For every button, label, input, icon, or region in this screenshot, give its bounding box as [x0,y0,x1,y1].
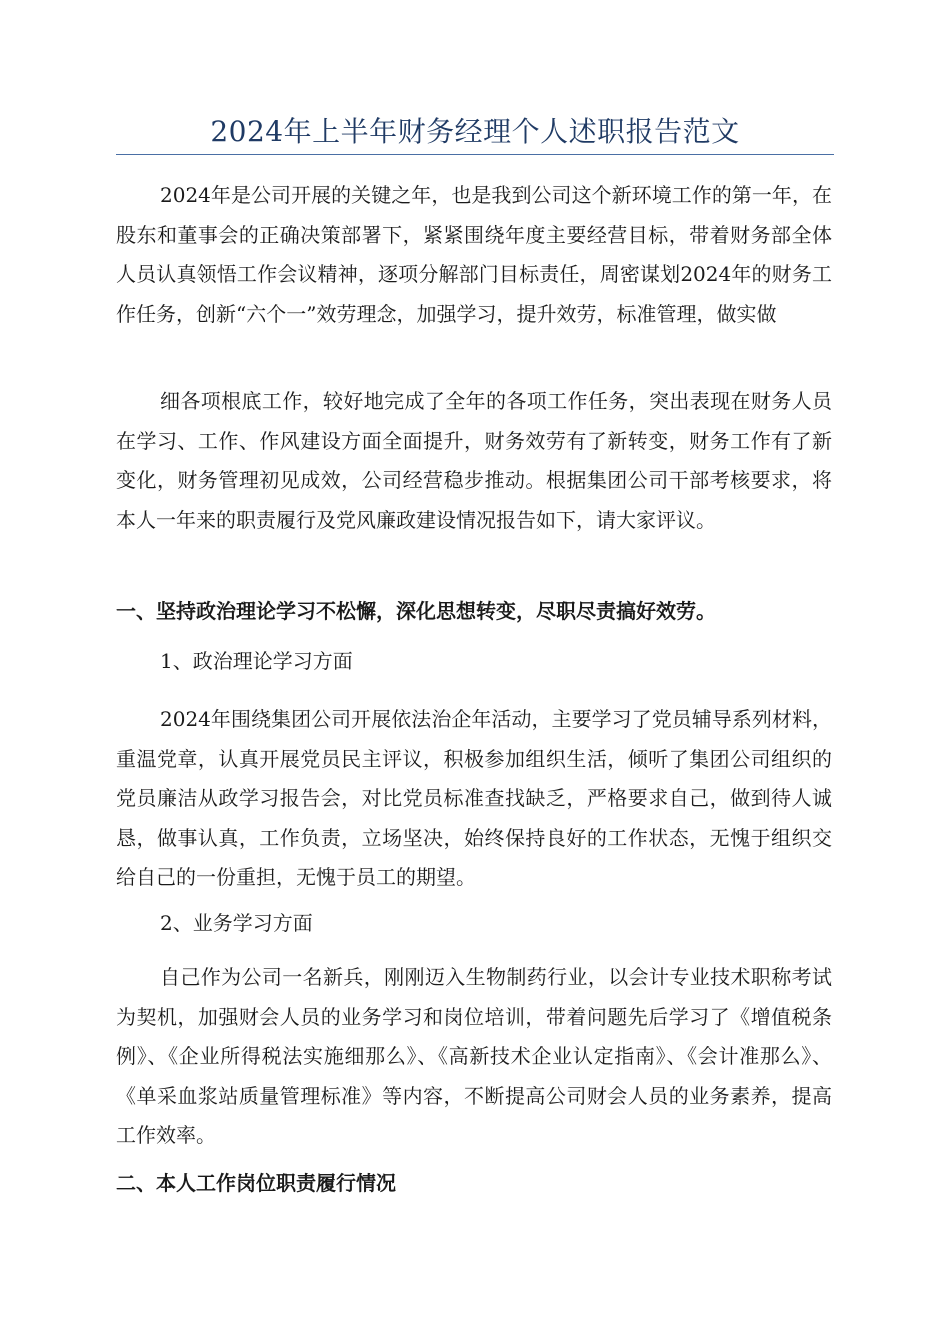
subheading-1: 1、政治理论学习方面 [160,649,353,673]
paragraph-political-study: 2024年围绕集团公司开展依法治企年活动，主要学习了党员辅导系列材料，重温党章，认真开展党员民主评议，积极参加组织生活，倾听了集团公司组织的党员廉洁从政学习报告会，对比党员标准查找缺乏，严格要求自己，做到待人诚恳，做事认真，工作负责，立场坚决，始终保持良好的工作状态，无愧于组织交给自己的一份重担，无愧于员工的期望。 [116,707,832,889]
document-title: 2024年上半年财务经理个人述职报告范文 [210,115,740,148]
paragraph-summary: 细各项根底工作，较好地完成了全年的各项工作任务，突出表现在财务人员在学习、工作、作风建设方面全面提升，财务效劳有了新转变，财务工作有了新变化，财务管理初见成效，公司经营稳步推动。根据集团公司干部考核要求，将本人一年来的职责履行及党风廉政建设情况报告如下，请大家评议。 [116,389,832,532]
paragraph-business-study: 自己作为公司一名新兵，刚刚迈入生物制药行业，以会计专业技术职称考试为契机，加强财会人员的业务学习和岗位培训，带着问题先后学习了《增值税条例》、《企业所得税法实施细那么》、《高新技术企业认定指南》、《会计准那么》、《单采血浆站质量管理标准》等内容，不断提高公司财会人员的业务素养，提高工作效率。 [116,965,832,1147]
title-underline [116,154,834,155]
subheading-2: 2、业务学习方面 [160,911,313,935]
section-heading-1: 一、坚持政治理论学习不松懈，深化思想转变，尽职尽责搞好效劳。 [116,599,716,623]
paragraph-intro: 2024年是公司开展的关键之年，也是我到公司这个新环境工作的第一年，在股东和董事会的正确决策部署下，紧紧围绕年度主要经营目标，带着财务部全体人员认真领悟工作会议精神，逐项分解部门目标责任，周密谋划2024年的财务工作任务，创新“六个一”效劳理念，加强学习，提升效劳，标准管理，做实做 [116,183,832,326]
section-heading-2: 二、本人工作岗位职责履行情况 [116,1171,396,1195]
